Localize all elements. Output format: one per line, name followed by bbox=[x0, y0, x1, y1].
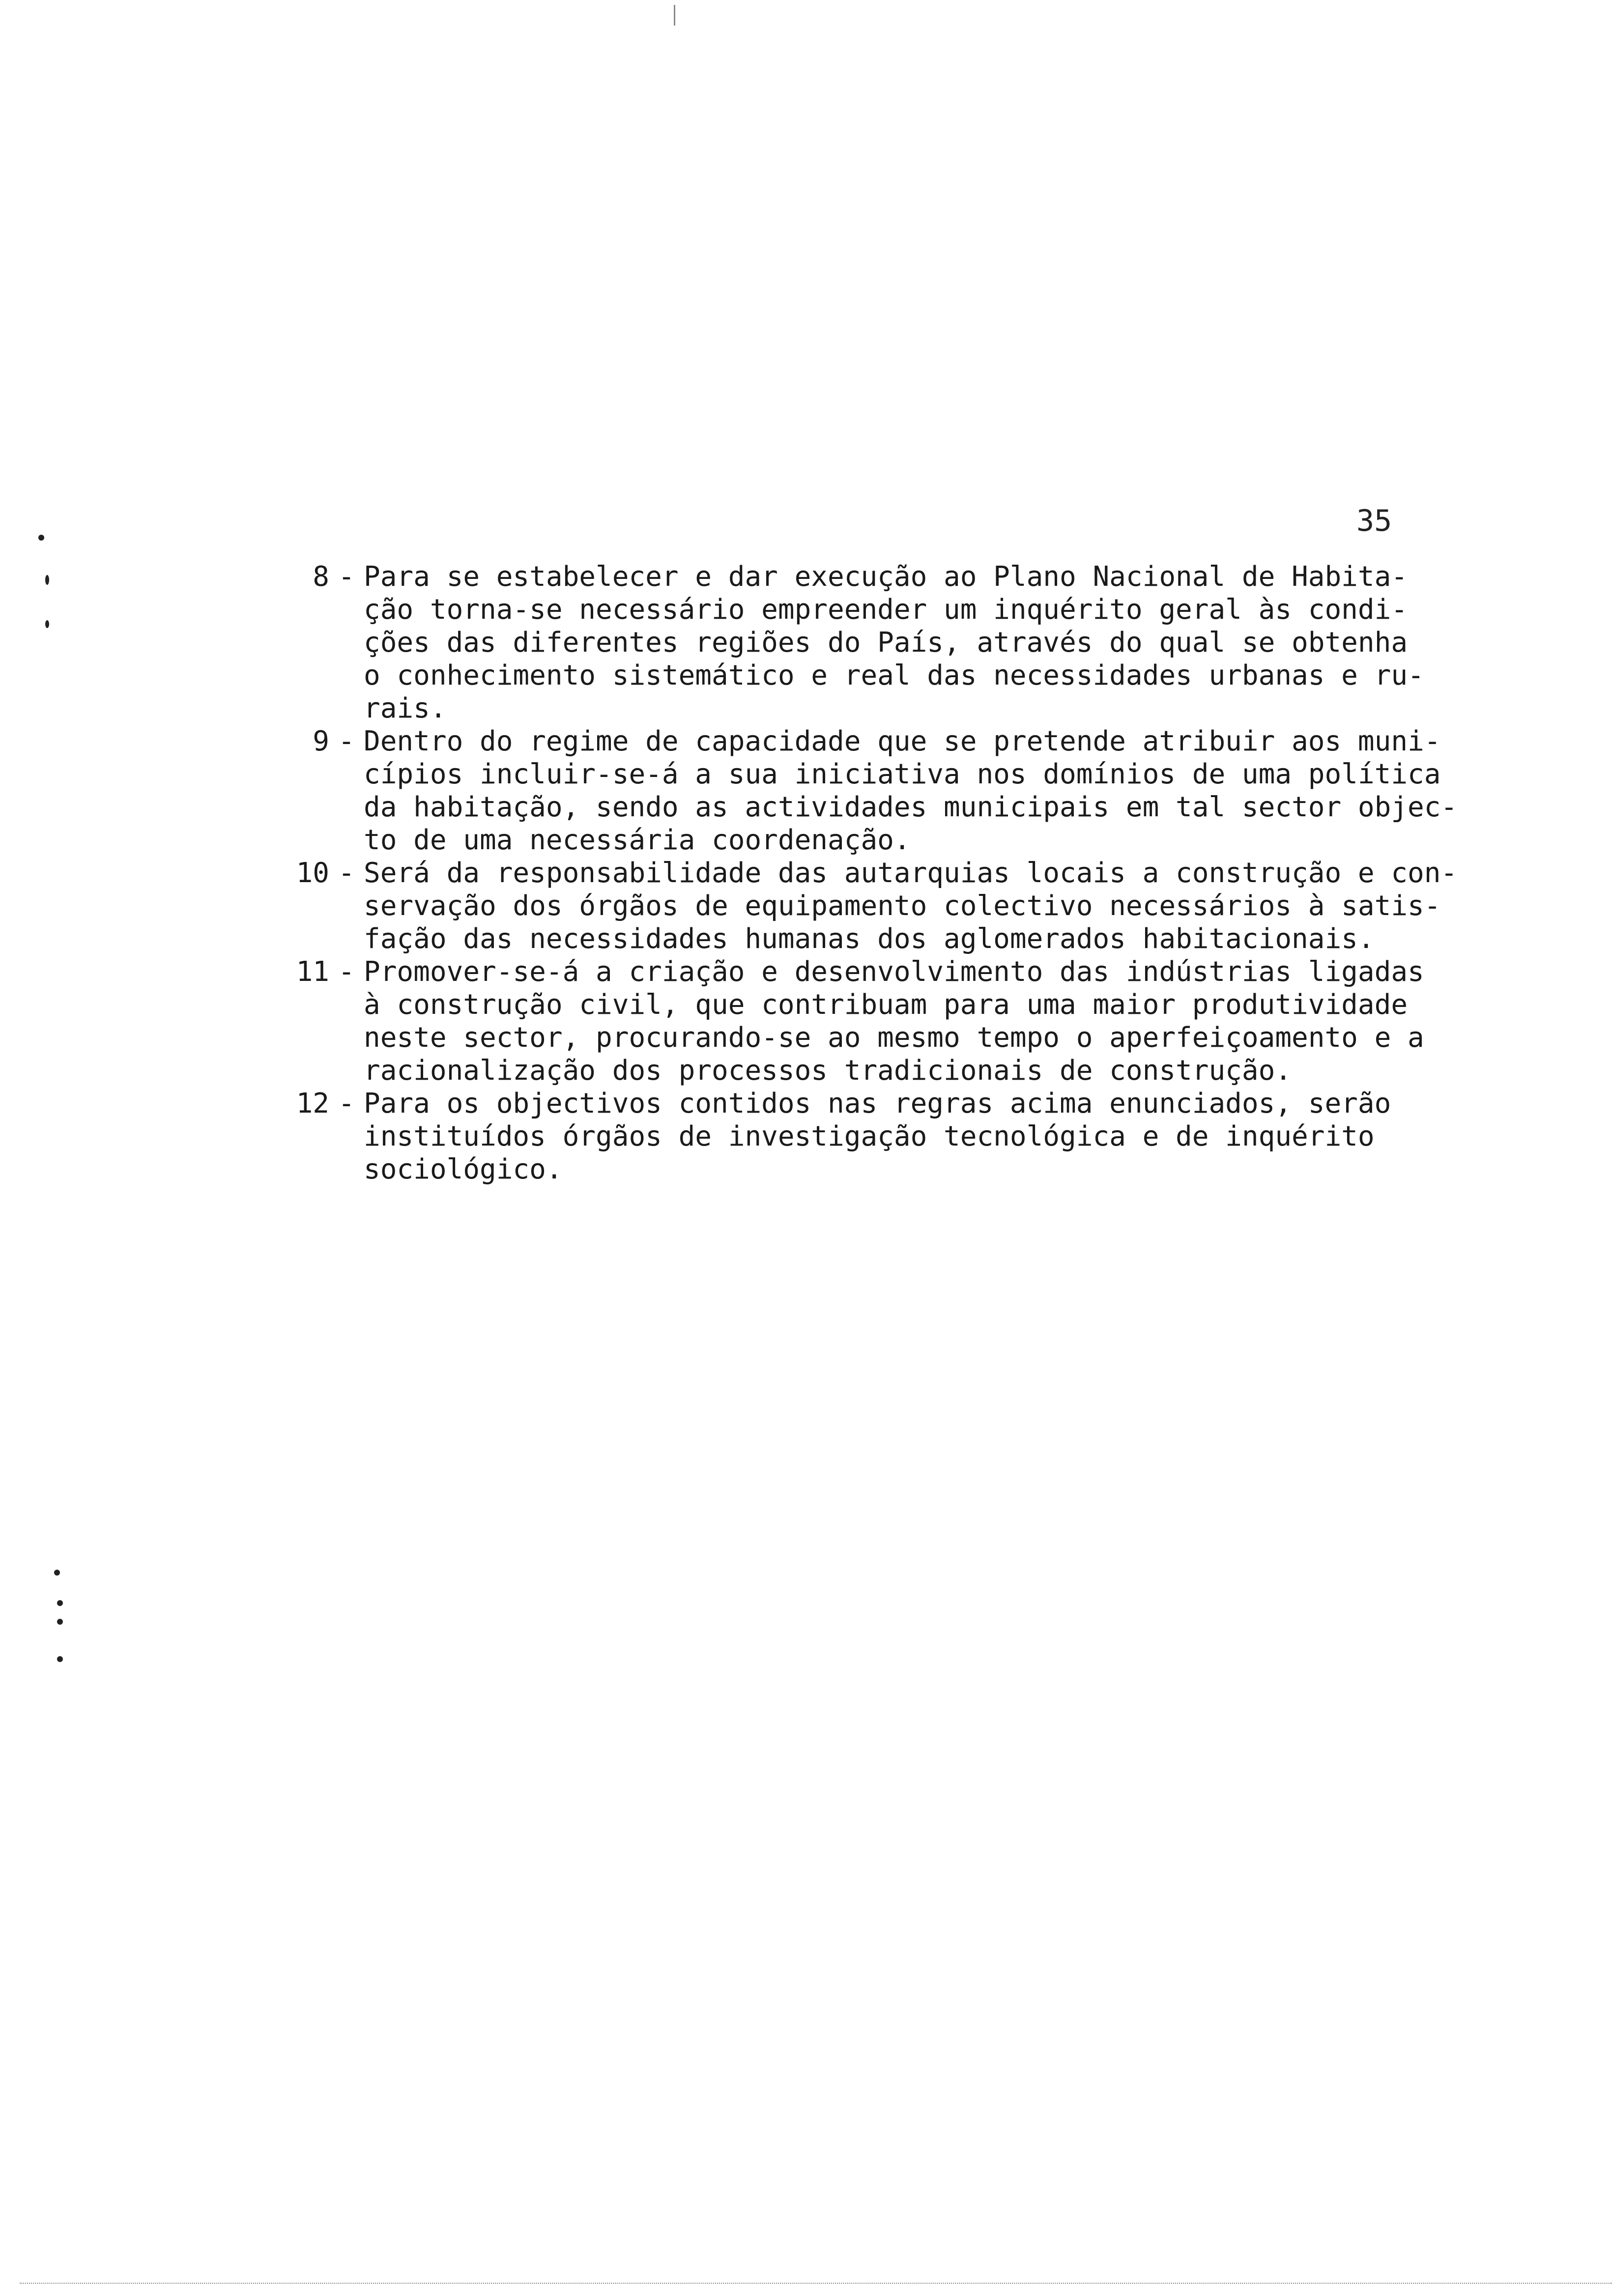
text-line: da habitação, sendo as actividades municipais em tal sector objec- bbox=[364, 791, 1458, 823]
item-number: 10 bbox=[296, 857, 329, 889]
text-line: racionalização dos processos tradicionais de construção. bbox=[364, 1055, 1292, 1087]
item-number: 11 bbox=[296, 956, 329, 988]
text-line: fação das necessidades humanas dos aglomerados habitacionais. bbox=[364, 923, 1375, 955]
text-line: Promover-se-á a criação e desenvolvimento das indústrias ligadas bbox=[364, 956, 1424, 988]
text-line: rais. bbox=[364, 692, 447, 724]
list-item-11 bbox=[226, 955, 1484, 1087]
text-line: instituídos órgãos de investigação tecnológica e de inquérito bbox=[364, 1120, 1375, 1152]
item-dash: - bbox=[338, 857, 355, 889]
text-line: to de uma necessária coordenação. bbox=[364, 824, 911, 856]
item-text bbox=[364, 1087, 1484, 1186]
binding-mark bbox=[45, 575, 49, 585]
text-line: sociológico. bbox=[364, 1153, 563, 1185]
list-item-10 bbox=[226, 857, 1484, 955]
binding-mark bbox=[54, 1570, 60, 1576]
bottom-edge-line bbox=[20, 2283, 1612, 2284]
item-dash: - bbox=[338, 956, 355, 988]
list-item-9 bbox=[226, 725, 1484, 857]
binding-mark bbox=[57, 1619, 63, 1625]
text-line: Será da responsabilidade das autarquias locais a construção e con- bbox=[364, 857, 1458, 889]
list-item-8 bbox=[226, 560, 1484, 725]
item-text bbox=[364, 955, 1484, 1087]
item-dash: - bbox=[338, 725, 355, 757]
binding-mark bbox=[57, 1600, 63, 1606]
item-text bbox=[364, 560, 1484, 725]
text-line: servação dos órgãos de equipamento colectivo necessários à satis- bbox=[364, 890, 1441, 922]
item-text bbox=[364, 857, 1484, 955]
text-line: Para se estabelecer e dar execução ao Plano Nacional de Habita- bbox=[364, 561, 1408, 593]
item-number: 9 bbox=[313, 725, 329, 757]
top-scan-mark bbox=[674, 5, 675, 26]
binding-mark bbox=[57, 1656, 63, 1662]
binding-mark bbox=[38, 535, 44, 541]
text-line: Para os objectivos contidos nas regras acima enunciados, serão bbox=[364, 1088, 1391, 1119]
item-number: 12 bbox=[296, 1088, 329, 1119]
text-line: o conhecimento sistemático e real das necessidades urbanas e ru- bbox=[364, 660, 1424, 691]
text-line: neste sector, procurando-se ao mesmo tempo o aperfeiçoamento e a bbox=[364, 1022, 1424, 1054]
item-number: 8 bbox=[313, 561, 329, 593]
item-dash: - bbox=[338, 1088, 355, 1119]
text-line: ção torna-se necessário empreender um inquérito geral às condi- bbox=[364, 594, 1408, 626]
page-number: 35 bbox=[1356, 504, 1392, 538]
text-line: ções das diferentes regiões do País, através do qual se obtenha bbox=[364, 627, 1408, 659]
numbered-list bbox=[226, 560, 1484, 1186]
item-text bbox=[364, 725, 1484, 857]
text-line: Dentro do regime de capacidade que se pretende atribuir aos muni- bbox=[364, 725, 1441, 757]
list-item-12 bbox=[226, 1087, 1484, 1186]
binding-mark bbox=[45, 620, 49, 628]
text-line: à construção civil, que contribuam para uma maior produtividade bbox=[364, 989, 1408, 1021]
item-dash: - bbox=[338, 561, 355, 593]
text-line: cípios incluir-se-á a sua iniciativa nos domínios de uma política bbox=[364, 758, 1441, 790]
